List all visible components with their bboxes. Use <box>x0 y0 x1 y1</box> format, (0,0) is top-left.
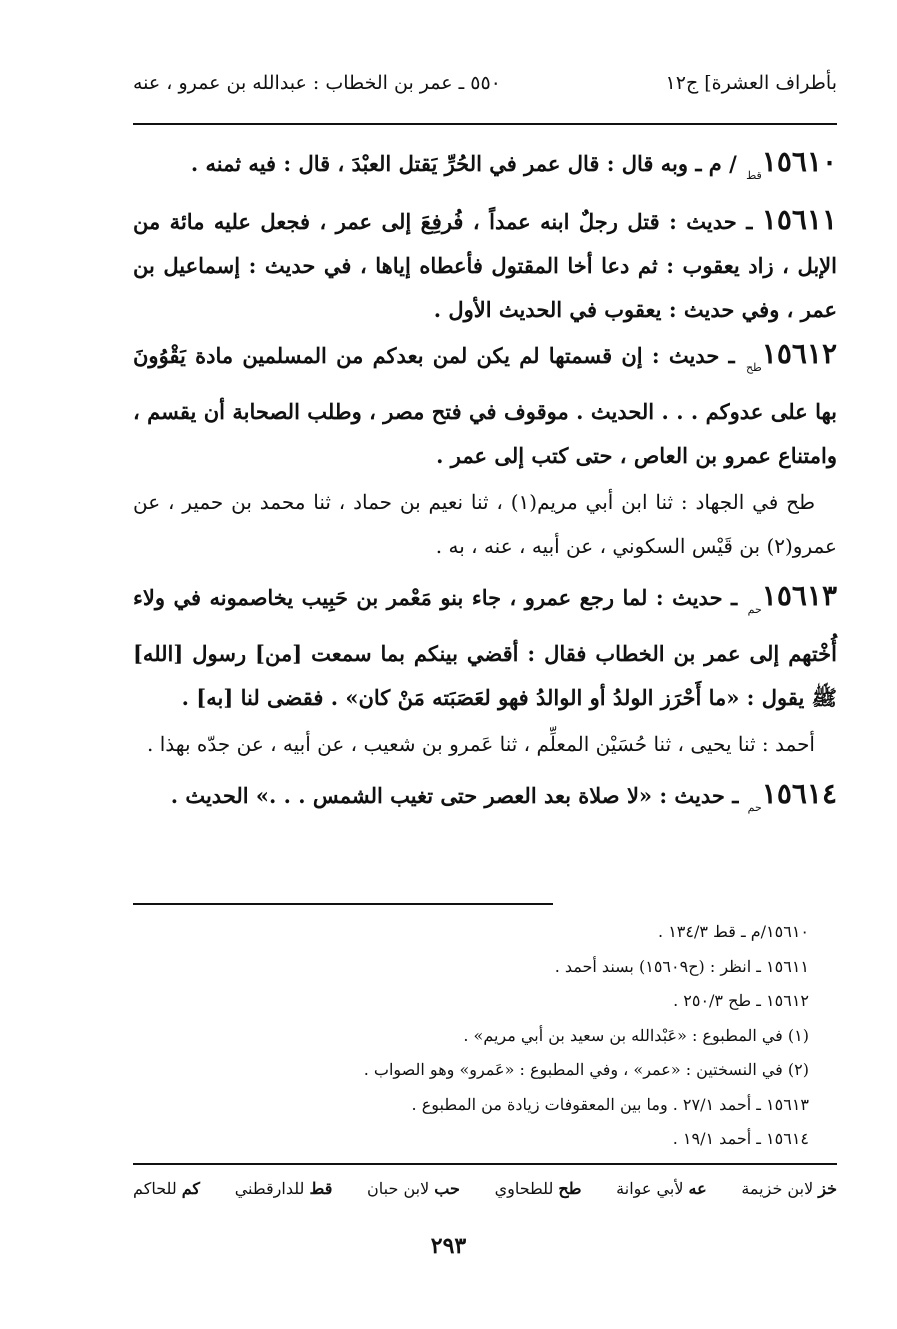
hadith-entry <box>133 332 837 478</box>
footnote-rule <box>133 903 553 905</box>
header-right: بأطراف العشرة] ج١٢ <box>665 72 837 94</box>
running-header <box>133 72 837 108</box>
isnad-paragraph: طح في الجهاد : ثنا ابن أبي مريم(١) ، ثنا نعيم بن حماد ، ثنا محمد بن حمير ، عن عمرو(٢) بن قَيْس السكوني ، عن أبيه ، عنه ، به . <box>133 490 837 558</box>
hadith-number: ١٥٦١٢ <box>761 337 837 370</box>
hadith-text: ـ حديث : إن قسمتها لم يكن لمن بعدكم من المسلمين مادة يَقْوُونَ بها على عدوكم . . . الحديث . موقوف في فتح مصر ، وطلب الصحابة أن يقسم ، وامتناع عمرو بن العاص ، حتى كتب إلى عمر . <box>133 343 837 468</box>
abbrev-item: خز لابن خزيمة <box>741 1179 837 1198</box>
source-code: حم <box>747 603 762 616</box>
header-rule <box>133 123 837 125</box>
isnad-paragraph: أحمد : ثنا يحيى ، ثنا حُسَيْن المعلِّم ، ثنا عَمرو بن شعيب ، عن أبيه ، عن جدّه بهذا . <box>146 732 815 756</box>
hadith-entry <box>133 198 837 332</box>
main-text <box>133 140 837 830</box>
footnote: (١) في المطبوع : «عَبْدالله بن سعيد بن أبي مريم» . <box>463 1025 809 1045</box>
abbreviation-key <box>133 1179 837 1198</box>
header-left: ٥٥٠ ـ عمر بن الخطاب : عبدالله بن عمرو ، عنه <box>133 72 501 94</box>
hadith-entry <box>133 574 837 720</box>
hadith-text: ـ حديث : «لا صلاة بعد العصر حتى تغيب الشمس . . .» الحديث . <box>170 783 746 808</box>
hadith-entry <box>133 772 837 830</box>
footnote: ١٥٦١٢ ـ طح ٢٥٠/٣ . <box>673 991 809 1010</box>
footnote: ١٥٦١١ ـ انظر : (ح١٥٦٠٩) بسند أحمد . <box>554 956 809 976</box>
source-code: طح <box>745 361 762 374</box>
abbrev-item: طح للطحاوي <box>494 1179 582 1198</box>
abbrev-item: حب لابن حبان <box>367 1179 460 1198</box>
hadith-number: ١٥٦١١ <box>761 203 837 236</box>
hadith-entry <box>133 140 837 198</box>
footnote: ١٥٦١٤ ـ أحمد ١٩/١ . <box>672 1129 809 1148</box>
footnote: ١٥٦١٣ ـ أحمد ٢٧/١ . وما بين المعقوفات زيادة من المطبوع . <box>411 1094 809 1114</box>
abbrev-rule <box>133 1163 837 1165</box>
source-code: حم <box>747 801 762 814</box>
hadith-number: ١٥٦١٤ <box>761 777 837 810</box>
hadith-number: ١٥٦١٣ <box>761 579 837 612</box>
hadith-text: ـ حديث : لما رجع عمرو ، جاء بنو مَعْمر بن حَبِيب يخاصمونه في ولاء أُخْتهم إلى عمر بن الخطاب فقال : أقضي بينكم بما سمعت [من] رسول [الله] ﷺ يقول : «ما أَحْرَز الولدُ أو الوالدُ فهو لعَصَبَته مَنْ كان» . فقضى لنا [به] . <box>133 585 837 710</box>
footnote: ١٥٦١٠/م ـ قط ١٣٤/٣ . <box>658 922 809 941</box>
source-code: قط <box>746 169 762 182</box>
abbrev-item: كم للحاكم <box>133 1179 201 1198</box>
abbrev-item: عه لأبي عوانة <box>616 1179 707 1198</box>
page-number: ٢٩٣ <box>430 1233 467 1259</box>
hadith-number: ١٥٦١٠ <box>761 145 837 178</box>
footnote: (٢) في النسختين : «عمر» ، وفي المطبوع : «عَمرو» وهو الصواب . <box>363 1060 809 1079</box>
abbrev-item: قط للدارقطني <box>234 1179 333 1198</box>
hadith-text: ـ حديث : قتل رجلٌ ابنه عمداً ، فُرفِعَ إلى عمر ، فجعل عليه مائة من الإبل ، زاد يعقوب : ثم دعا أخا المقتول فأعطاه إياها ، في حديث : إسماعيل بن عمر ، وفي حديث : يعقوب في الحديث الأول . <box>133 209 837 322</box>
footnotes <box>133 915 837 1157</box>
hadith-text: / م ـ وبه قال : قال عمر في الحُرِّ يَقتل العبْدَ ، قال : فيه ثمنه . <box>190 151 745 176</box>
